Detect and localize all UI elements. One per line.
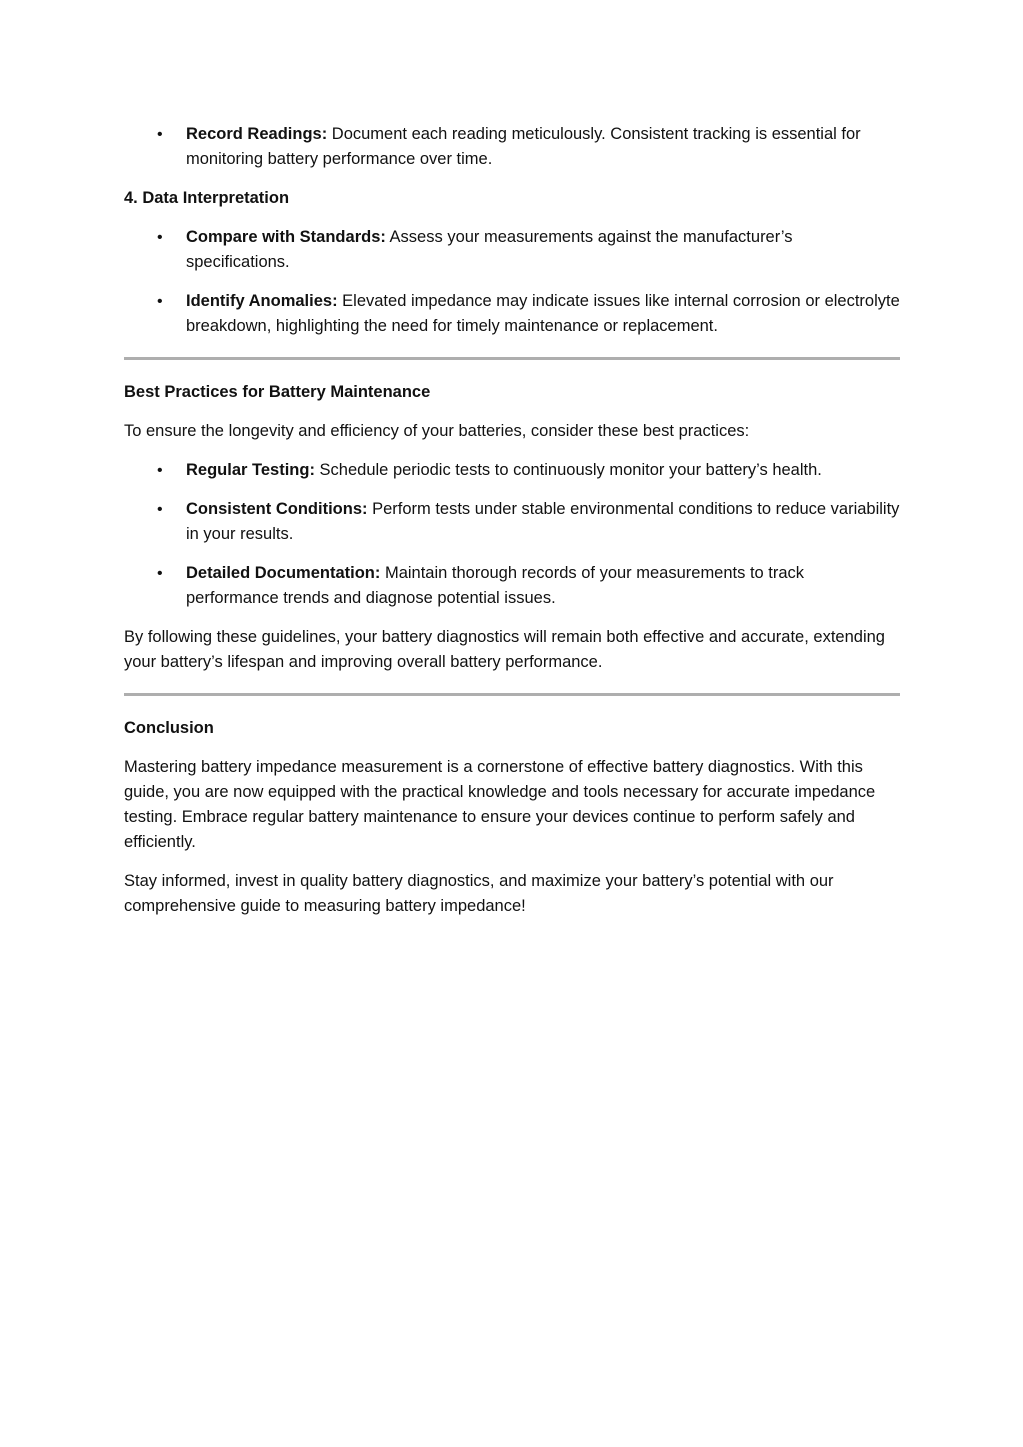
list-item — [124, 497, 900, 547]
data-interpretation-heading: 4. Data Interpretation — [124, 189, 290, 207]
record-readings-list — [124, 122, 900, 172]
list-item — [124, 289, 900, 339]
bullet-icon: • — [157, 229, 163, 246]
list-item-term: Identify Anomalies: — [186, 292, 338, 310]
conclusion-heading: Conclusion — [124, 719, 214, 737]
section-divider — [124, 357, 900, 360]
bullet-icon: • — [157, 126, 163, 143]
list-item-text: Schedule periodic tests to continuously monitor your battery’s health. — [314, 461, 822, 479]
list-item — [124, 122, 900, 172]
list-item-term: Record Readings: — [186, 125, 328, 143]
best-practices-closing: By following these guidelines, your battery diagnostics will remain both effective and accurate, extending your battery’s lifespan and improving overall battery performance. — [124, 628, 885, 671]
list-item-text: Document each reading meticulously. Consistent tracking is essential for monitoring battery performance over time. — [186, 125, 861, 168]
list-item-text: Maintain thorough records of your measurements to track performance trends and diagnose potential issues. — [186, 564, 805, 607]
best-practices-list — [124, 458, 900, 611]
bullet-icon: • — [157, 565, 163, 582]
best-practices-heading: Best Practices for Battery Maintenance — [124, 383, 431, 401]
list-item-term: Detailed Documentation: — [186, 564, 381, 582]
list-item-term: Consistent Conditions: — [186, 500, 368, 518]
list-item — [124, 225, 900, 275]
data-interpretation-list — [124, 225, 900, 339]
list-item-text: Elevated impedance may indicate issues like internal corrosion or electrolyte breakdown, highlighting the need for timely maintenance or replacement. — [186, 292, 900, 335]
list-item-text: Assess your measurements against the manufacturer’s specifications. — [186, 228, 793, 271]
list-item — [124, 458, 900, 483]
conclusion-paragraph: Mastering battery impedance measurement is a cornerstone of effective battery diagnostics. With this guide, you are now equipped with the practical knowledge and tools necessary for accurate impedance testing. Embrace regular battery maintenance to ensure your devices continue to perform safely and efficiently. — [124, 758, 876, 851]
list-item-text: Perform tests under stable environmental conditions to reduce variability in your results. — [186, 500, 900, 543]
bullet-icon: • — [157, 501, 163, 518]
conclusion-paragraph: Stay informed, invest in quality battery diagnostics, and maximize your battery’s potential with our comprehensive guide to measuring battery impedance! — [124, 872, 834, 915]
bullet-icon: • — [157, 293, 163, 310]
list-item-term: Compare with Standards: — [186, 228, 386, 246]
best-practices-intro: To ensure the longevity and efficiency of your batteries, consider these best practices: — [124, 422, 750, 440]
list-item — [124, 561, 900, 611]
section-divider — [124, 693, 900, 696]
bullet-icon: • — [157, 462, 163, 479]
list-item-term: Regular Testing: — [186, 461, 315, 479]
document-page — [124, 122, 900, 933]
